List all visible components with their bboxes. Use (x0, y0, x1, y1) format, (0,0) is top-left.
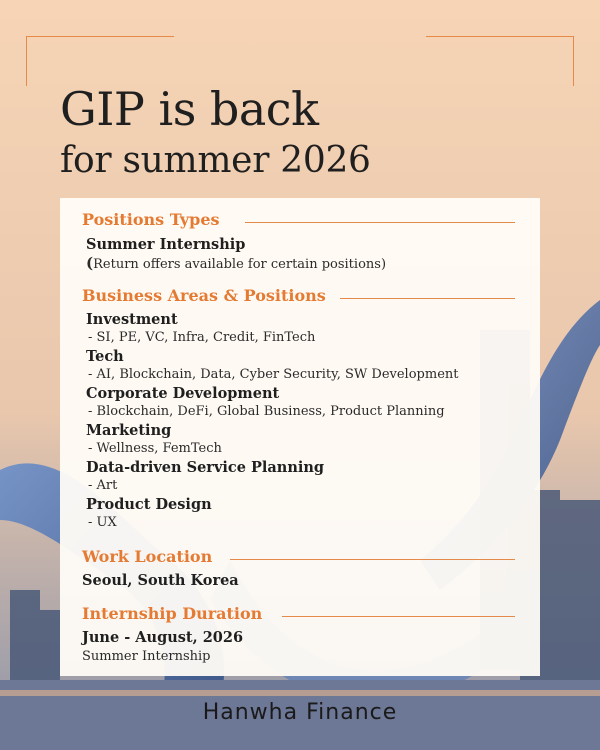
area-name: Corporate Development (86, 385, 280, 402)
position-note (86, 255, 386, 273)
area-name: Investment (86, 311, 178, 328)
area-name: Marketing (86, 422, 172, 439)
duration-value: June - August, 2026 (82, 629, 244, 646)
area-detail: - Blockchain, DeFi, Global Business, Product Planning (88, 404, 445, 419)
headline-line-1: GIP is back (60, 82, 319, 136)
area-detail: - AI, Blockchain, Data, Cyber Security, SW Development (88, 367, 459, 382)
location-rule (230, 559, 515, 560)
positions-title: Positions Types (82, 210, 220, 229)
areas-title: Business Areas & Positions (82, 286, 326, 305)
headline (60, 80, 371, 184)
paren-open: ( (86, 254, 94, 272)
area-name: Tech (86, 348, 124, 365)
frame-corner-top-left (26, 36, 174, 86)
river-glow (0, 690, 600, 696)
area-detail: - Art (88, 478, 118, 493)
area-detail: - Wellness, FemTech (88, 441, 222, 456)
headline-line-2: for summer 2026 (60, 140, 371, 181)
location-title: Work Location (82, 547, 213, 566)
area-detail: - UX (88, 515, 117, 530)
info-card (60, 198, 540, 676)
brand-logo: Hanwha Finance (202, 700, 398, 725)
duration-rule (282, 616, 515, 617)
duration-title: Internship Duration (82, 604, 263, 623)
area-name: Data-driven Service Planning (86, 459, 325, 476)
positions-rule (245, 222, 515, 223)
areas-rule (340, 298, 515, 299)
area-name: Product Design (86, 496, 212, 513)
location-value: Seoul, South Korea (82, 572, 239, 589)
position-note-text: Return offers available for certain positions) (93, 257, 387, 272)
area-detail: - SI, PE, VC, Infra, Credit, FinTech (88, 330, 316, 345)
duration-note: Summer Internship (82, 649, 211, 664)
position-type: Summer Internship (86, 236, 246, 253)
frame-corner-top-right (426, 36, 574, 86)
